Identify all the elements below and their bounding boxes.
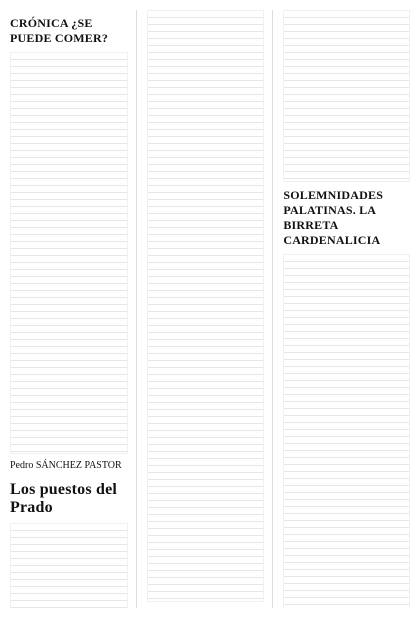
- left-column: [10, 10, 137, 608]
- right-column-text-block-top: [283, 10, 410, 182]
- left-column-title: CRÓNICA ¿SE PUEDE COMER?: [10, 16, 109, 45]
- right-column: [283, 10, 410, 608]
- left-column-section-title: Los puestos del Prado: [10, 481, 118, 516]
- column-layout: [10, 10, 410, 608]
- right-column-title: SOLEMNIDADES PALATINAS. LA BIRRETA CARDENALICIA: [283, 188, 384, 247]
- right-column-text-block: [283, 254, 410, 608]
- left-column-text-block-2: [10, 523, 128, 608]
- left-column-signature: Pedro SÁNCHEZ PASTOR: [10, 460, 122, 471]
- left-column-text-block: [10, 52, 128, 454]
- middle-column: [147, 10, 274, 608]
- middle-column-text-block: [147, 10, 265, 602]
